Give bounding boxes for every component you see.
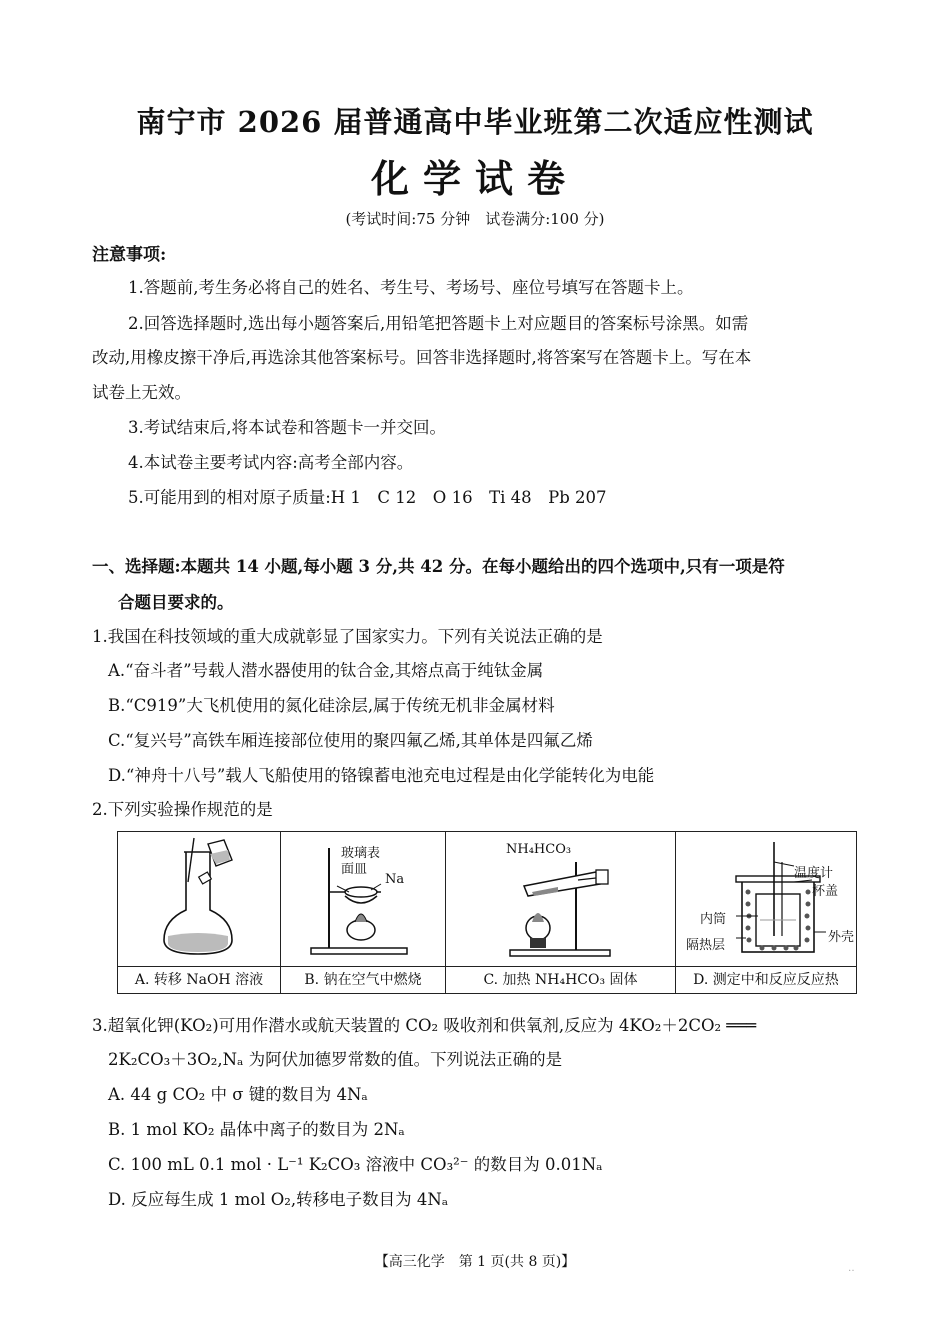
q1-option-a: A.“奋斗者”号载人潜水器使用的钛合金,其熔点高于纯钛金属 [108, 661, 544, 680]
figure-cell-b [281, 832, 446, 994]
label-shell: 外壳 [828, 930, 855, 945]
note-2-line-2: 改动,用橡皮擦干净后,再选涂其他答案标号。回答非选择题时,将答案写在答题卡上。写在本 [92, 348, 752, 367]
q3-option-d: D. 反应每生成 1 mol O₂,转移电子数目为 4Nₐ [108, 1190, 449, 1209]
q1-option-d: D.“神舟十八号”载人飞船使用的铬镍蓄电池充电过程是由化学能转化为电能 [108, 766, 655, 785]
q3-option-c: C. 100 mL 0.1 mol · L⁻¹ K₂CO₃ 溶液中 CO₃²⁻ 的数目为 0.01Nₐ [108, 1155, 603, 1174]
scan-mark: ‥ [848, 1263, 855, 1274]
q1-option-b: B.“C919”大飞机使用的氮化硅涂层,属于传统无机非金属材料 [108, 696, 555, 715]
page-footer: 【高三化学 第 1 页(共 8 页)】 [374, 1254, 576, 1270]
label-nh4hco3: NH₄HCO₃ [506, 842, 572, 857]
note-4: 4.本试卷主要考试内容:高考全部内容。 [128, 453, 414, 472]
caption-c: C. 加热 NH₄HCO₃ 固体 [446, 966, 675, 993]
figure-cell-c [446, 832, 676, 994]
notes-heading: 注意事项: [92, 245, 167, 265]
note-1: 1.答题前,考生务必将自己的姓名、考生号、考场号、座位号填写在答题卡上。 [128, 278, 694, 297]
figure-cell-d [676, 832, 857, 994]
exam-title: 南宁市 2026 届普通高中毕业班第二次适应性测试 [136, 105, 814, 139]
note-2-line-1: 2.回答选择题时,选出每小题答案后,用铅笔把答题卡上对应题目的答案标号涂黑。如需 [128, 314, 749, 333]
figure-cell-a [118, 832, 281, 994]
q3-stem-line-1: 3.超氧化钾(KO₂)可用作潜水或航天装置的 CO₂ 吸收剂和供氧剂,反应为 4KO₂＋2CO₂ ═══ [92, 1016, 757, 1035]
label-lid: 杯盖 [812, 884, 839, 899]
volumetric-flask-illustration [118, 832, 280, 966]
subject-title: 化学试卷 [370, 156, 579, 201]
q2-stem: 2.下列实验操作规范的是 [92, 800, 273, 819]
q1-option-c: C.“复兴号”高铁车厢连接部位使用的聚四氟乙烯,其单体是四氟乙烯 [108, 731, 593, 750]
q3-option-a: A. 44 g CO₂ 中 σ 键的数目为 4Nₐ [108, 1085, 368, 1104]
label-inner: 内筒 [700, 912, 727, 927]
note-5: 5.可能用到的相对原子质量:H 1 C 12 O 16 Ti 48 Pb 207 [128, 488, 607, 507]
caption-d: D. 测定中和反应反应热 [676, 966, 856, 993]
label-thermometer: 温度计 [794, 866, 834, 881]
label-watch-glass-1: 玻璃表 [341, 846, 381, 861]
q2-figure-table [117, 831, 857, 994]
section-heading-line-2: 合题目要求的。 [118, 593, 234, 612]
exam-info: (考试时间:75 分钟 试卷满分:100 分) [345, 210, 605, 228]
note-3: 3.考试结束后,将本试卷和答题卡一并交回。 [128, 418, 446, 437]
q1-stem: 1.我国在科技领域的重大成就彰显了国家实力。下列有关说法正确的是 [92, 627, 603, 646]
q3-option-b: B. 1 mol KO₂ 晶体中离子的数目为 2Nₐ [108, 1120, 405, 1139]
caption-a: A. 转移 NaOH 溶液 [118, 966, 280, 993]
q3-stem-line-2: 2K₂CO₃＋3O₂,Nₐ 为阿伏加德罗常数的值。下列说法正确的是 [108, 1050, 563, 1069]
caption-b: B. 钠在空气中燃烧 [281, 966, 445, 993]
label-na: Na [385, 872, 405, 887]
section-heading-line-1: 一、选择题:本题共 14 小题,每小题 3 分,共 42 分。在每小题给出的四个选项中,只有一项是符 [92, 557, 785, 576]
note-2-line-3: 试卷上无效。 [92, 383, 191, 402]
label-insulation: 隔热层 [686, 938, 726, 953]
label-watch-glass-2: 面皿 [341, 862, 368, 877]
